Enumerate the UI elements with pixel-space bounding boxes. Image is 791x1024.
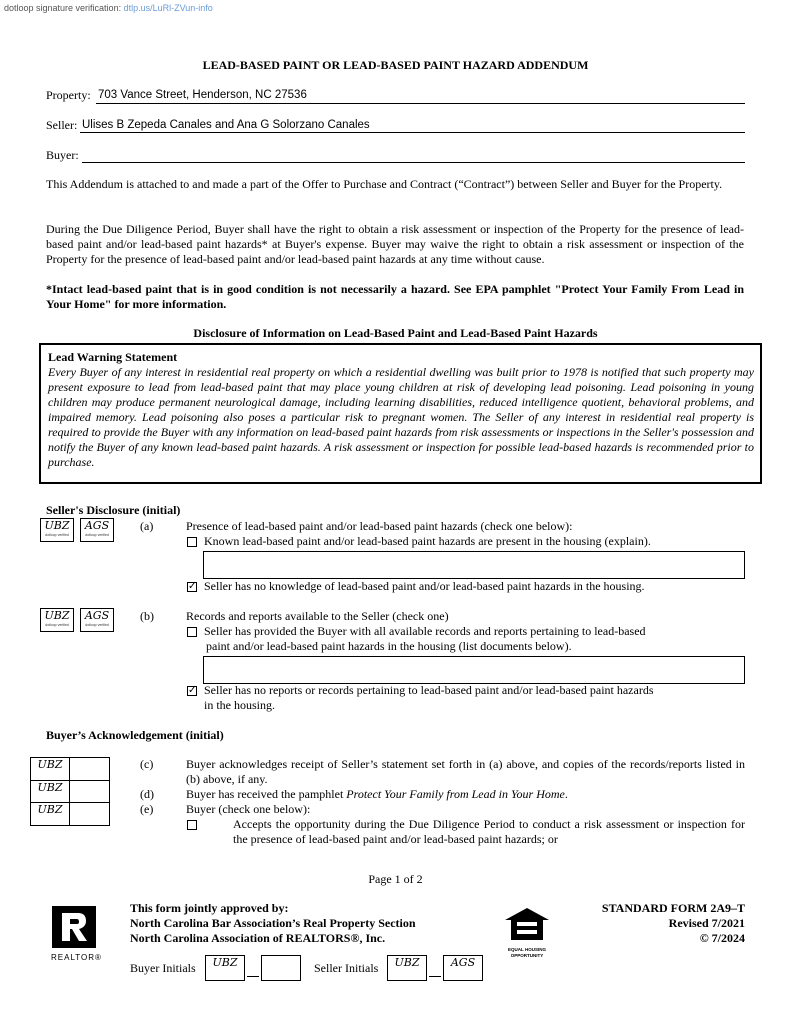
form-info <box>602 901 745 946</box>
seller-initial-box-b1[interactable] <box>40 608 74 632</box>
option-known-lead: Known lead-based paint and/or lead-based paint hazards are present in the housing (explain). <box>204 534 651 548</box>
item-c-letter: (c) <box>140 757 154 771</box>
footer-approval <box>130 901 416 946</box>
item-d-pre: Buyer has received the pamphlet <box>186 787 347 801</box>
pamphlet-title: Protect Your Family from Lead in Your Home <box>346 787 565 801</box>
verification-link[interactable]: dtlp.us/LuRl-ZVun-info <box>123 3 213 13</box>
buyer-line <box>82 162 745 163</box>
property-label: Property: <box>46 88 91 102</box>
option-records-line2: paint and/or lead-based paint hazards in the housing (list documents below). <box>206 639 572 653</box>
seller-disclosure-heading: Seller's Disclosure (initial) <box>46 503 181 517</box>
buyer-initial-box-e[interactable] <box>30 802 70 826</box>
footer-line3: North Carolina Association of REALTORS®, Inc. <box>130 931 386 945</box>
seller-value[interactable]: Ulises B Zepeda Canales and Ana G Solorzano Canales <box>82 119 370 131</box>
initials-separator-2 <box>429 976 441 977</box>
verification-label: dotloop signature verification: <box>4 3 122 13</box>
buyer-initials-label: Buyer Initials <box>130 961 196 975</box>
buyer-initials-e: UBZ <box>37 803 63 816</box>
checkbox-accept-opportunity[interactable] <box>187 820 197 830</box>
seller1-initials-a: UBZ <box>44 519 70 532</box>
initials-separator <box>247 976 259 977</box>
footer-seller2-initials: AGS <box>450 956 476 969</box>
form-revised: Revised 7/2021 <box>668 916 745 930</box>
option-no-knowledge: Seller has no knowledge of lead-based paint and/or lead-based paint hazards in the housing. <box>204 579 645 593</box>
seller-initial-box-a1[interactable] <box>40 518 74 542</box>
buyer2-initial-box-e[interactable] <box>69 802 110 826</box>
footer-buyer-initial-2[interactable] <box>261 955 301 981</box>
page-number: Page 1 of 2 <box>368 872 423 886</box>
footer-buyer-initial-1[interactable] <box>205 955 245 981</box>
item-a-letter: (a) <box>140 519 154 533</box>
buyer2-initial-box-c[interactable] <box>69 757 110 781</box>
item-a-text: Presence of lead-based paint and/or lead-based paint hazards (check one below): <box>186 519 573 533</box>
realtor-logo <box>51 905 102 962</box>
buyer-ack-heading: Buyer’s Acknowledgement (initial) <box>46 728 224 742</box>
option-accept-opportunity: Accepts the opportunity during the Due Diligence Period to conduct a risk assessment or inspection for the presence of lead-based paint and/or lead-based paint hazards; or <box>233 817 745 846</box>
property-value[interactable]: 703 Vance Street, Henderson, NC 27536 <box>98 89 307 101</box>
seller-line <box>80 132 745 133</box>
seller-initial-box-a2[interactable] <box>80 518 114 542</box>
buyer-initials-c: UBZ <box>37 758 63 771</box>
seller2-initials-a: AGS <box>84 519 110 532</box>
item-d-letter: (d) <box>140 787 154 801</box>
eho-line2: OPPORTUNITY <box>510 953 544 958</box>
intact-note: *Intact lead-based paint that is in good condition is not necessarily a hazard. See EPA pamphlet "Protect Your Family From Lead in Your Home" for more information. <box>46 282 744 311</box>
lead-warning-text: Every Buyer of any interest in residential real property on which a residential dwelling was built prior to 1978 is notified that such property may present exposure to lead from lead-based paint that may place young children at risk of developing lead poisoning. Lead poisoning in young children may produce permanent neurological damage, including learning disabilities, reduced intelligence quotient, behavioral problems, and impaired memory. Lead poisoning also poses a particular risk to pregnant women. The Seller of any interest in residential real property is required to provide the Buyer with any information on lead-based paint hazards from risk assessments or inspections in the Seller's possession and notify the Buyer of any known lead-based paint hazards. A risk assessment or inspection for possible lead-based hazards is recommended prior to purchase. <box>48 365 754 469</box>
item-b-text: Records and reports available to the Seller (check one) <box>186 609 449 623</box>
footer-buyer-initials: UBZ <box>212 956 238 969</box>
realtor-word: REALTOR® <box>51 953 102 962</box>
realtor-logo-icon <box>51 905 97 949</box>
seller-label: Seller: <box>46 118 78 132</box>
document-title: LEAD-BASED PAINT OR LEAD-BASED PAINT HAZARD ADDENDUM <box>202 58 589 72</box>
footer-line2: North Carolina Bar Association’s Real Property Section <box>130 916 416 930</box>
footer-seller-initial-2[interactable] <box>443 955 483 981</box>
footer-line1: This form jointly approved by: <box>130 901 289 915</box>
seller-initials-label: Seller Initials <box>314 961 379 975</box>
checkbox-known-lead[interactable] <box>187 537 197 547</box>
seller2-initials-b: AGS <box>84 609 110 622</box>
buyer-initials-d: UBZ <box>37 781 63 794</box>
footer-seller1-initials: UBZ <box>394 956 420 969</box>
option-records-line1: Seller has provided the Buyer with all available records and reports pertaining to lead-based <box>204 624 646 638</box>
lead-warning-heading: Lead Warning Statement <box>48 350 178 364</box>
buyer-label: Buyer: <box>46 148 79 162</box>
equal-housing-icon <box>503 906 551 942</box>
due-diligence-paragraph: During the Due Diligence Period, Buyer shall have the right to obtain a risk assessment or inspection of the Property for the presence of lead-based paint and/or lead-based paint hazards* at Buyer's expense. Buyer may waive the right to obtain a risk assessment or inspection of the Property for the presence of lead-based paint and/or lead-based paint hazards at any time without cause. <box>46 222 744 266</box>
item-e-text: Buyer (check one below): <box>186 802 311 816</box>
checkbox-no-records[interactable]: ✓ <box>188 685 197 696</box>
documents-input-b[interactable] <box>203 656 745 684</box>
buyer-initials-grid <box>30 757 110 827</box>
option-no-records-line1: Seller has no reports or records pertaining to lead-based paint and/or lead-based paint hazards <box>204 683 654 697</box>
buyer-initial-box-c[interactable] <box>30 757 70 781</box>
buyer2-initial-box-d[interactable] <box>69 780 110 803</box>
item-c-text: Buyer acknowledges receipt of Seller’s statement set forth in (a) above, and copies of the records/reports listed in (b) above, if any. <box>186 757 745 786</box>
option-no-records-line2: in the housing. <box>204 698 275 712</box>
checkbox-records-provided[interactable] <box>187 627 197 637</box>
checkbox-no-knowledge[interactable]: ✓ <box>188 581 197 592</box>
signature-verification <box>4 3 213 13</box>
seller1-initials-b: UBZ <box>44 609 70 622</box>
item-e-letter: (e) <box>140 802 154 816</box>
explain-input-a[interactable] <box>203 551 745 579</box>
dotloop-stamp: dotloop verified <box>85 533 109 537</box>
property-line <box>96 103 745 104</box>
disclosure-heading: Disclosure of Information on Lead-Based Paint and Lead-Based Paint Hazards <box>193 326 598 340</box>
dotloop-stamp: dotloop verified <box>85 623 109 627</box>
buyer-initial-box-d[interactable] <box>30 780 70 803</box>
form-number: STANDARD FORM 2A9–T <box>601 901 745 915</box>
item-d-text <box>186 787 568 802</box>
item-d-post: . <box>564 787 568 801</box>
eho-line1: EQUAL HOUSING <box>508 947 546 952</box>
dotloop-stamp: dotloop verified <box>45 623 69 627</box>
equal-housing-logo <box>503 906 551 958</box>
form-copyright: © 7/2024 <box>699 931 745 945</box>
seller-initial-box-b2[interactable] <box>80 608 114 632</box>
intro-paragraph: This Addendum is attached to and made a part of the Offer to Purchase and Contract (“Contract”) between Seller and Buyer for the Property. <box>46 177 723 191</box>
dotloop-stamp: dotloop verified <box>45 533 69 537</box>
item-b-letter: (b) <box>140 609 154 623</box>
footer-seller-initial-1[interactable] <box>387 955 427 981</box>
